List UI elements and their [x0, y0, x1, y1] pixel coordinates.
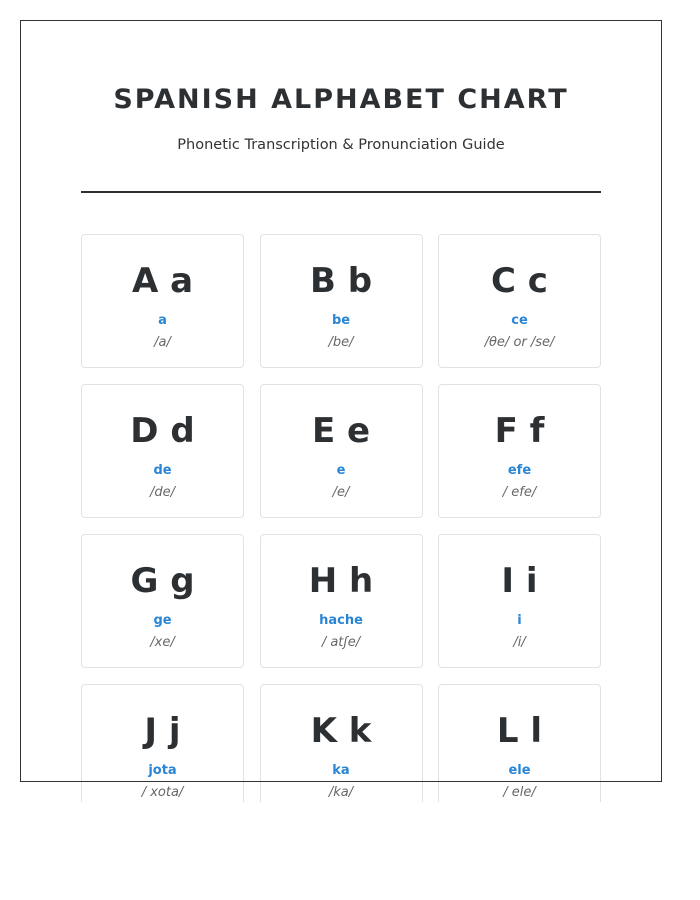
letter-ipa: /e/ — [332, 485, 350, 500]
letter-ipa: /θe/ or /se/ — [484, 335, 555, 350]
letter-ipa: / atʃe/ — [321, 635, 361, 650]
letter-glyph: G g — [130, 561, 195, 601]
letter-glyph: D d — [130, 411, 195, 451]
page-subtitle: Phonetic Transcription & Pronunciation Guide — [177, 137, 505, 153]
letter-card — [438, 534, 601, 668]
letter-glyph: H h — [308, 561, 374, 601]
letter-ipa: /ka/ — [328, 785, 354, 800]
letter-name: efe — [507, 463, 532, 478]
letter-ipa: /de/ — [149, 485, 175, 500]
letter-card — [438, 234, 601, 368]
letter-glyph: L l — [496, 711, 543, 751]
letter-name: i — [517, 613, 522, 628]
letter-card — [81, 234, 244, 368]
letter-card — [81, 684, 244, 802]
letter-card — [260, 534, 423, 668]
letter-name: ce — [511, 313, 528, 328]
letter-glyph: A a — [131, 261, 194, 301]
letter-card — [260, 384, 423, 518]
letter-glyph: F f — [494, 411, 545, 451]
letter-name: de — [153, 463, 172, 478]
letter-card — [81, 384, 244, 518]
letter-ipa: / ele/ — [503, 785, 536, 800]
letter-name: jota — [148, 763, 177, 778]
letter-ipa: / efe/ — [502, 485, 537, 500]
letter-card — [438, 384, 601, 518]
letter-ipa: /xe/ — [150, 635, 175, 650]
letter-glyph: K k — [310, 711, 372, 751]
letter-name: ka — [332, 763, 350, 778]
letter-name: hache — [319, 613, 363, 628]
letter-ipa: /i/ — [513, 635, 526, 650]
letter-glyph: C c — [491, 261, 548, 301]
letter-card — [260, 234, 423, 368]
letter-ipa: / xota/ — [141, 785, 184, 800]
letter-name: a — [158, 313, 167, 328]
letter-card — [438, 684, 601, 802]
letter-ipa: /a/ — [154, 335, 171, 350]
letter-name: be — [331, 313, 351, 328]
letter-glyph: B b — [309, 261, 373, 301]
page-title: SPANISH ALPHABET CHART — [113, 84, 569, 115]
letter-glyph: I i — [501, 561, 538, 601]
letter-card — [81, 534, 244, 668]
divider — [81, 191, 601, 193]
letter-name: ge — [153, 613, 172, 628]
letter-ipa: /be/ — [328, 335, 354, 350]
letter-name: e — [336, 463, 346, 478]
letter-glyph: E e — [311, 411, 371, 451]
letter-name: ele — [508, 763, 531, 778]
alphabet-grid — [81, 234, 601, 802]
letter-glyph: J j — [144, 711, 181, 751]
letter-card — [260, 684, 423, 802]
